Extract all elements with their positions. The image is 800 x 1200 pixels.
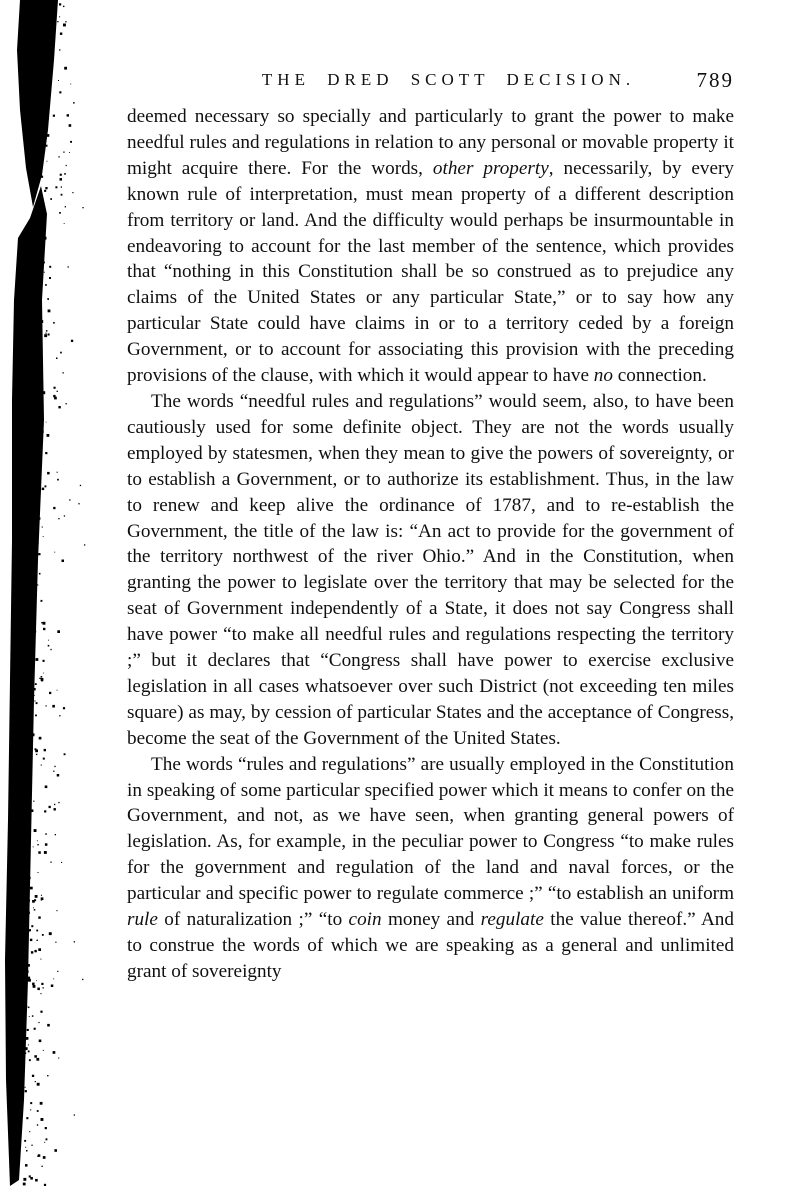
scan-binding-artifact	[0, 0, 110, 1200]
body-text: The words “needful rules and regulations” would seem, also, to have been cautiously used for some definite object. They are not the words usually employed by statesmen, when they mean to give the powers of sovereignty, or to establish a Government, or to authorize its establishment. Thus, in the law to renew and keep alive the ordinance of 1787, and to re-establish the Government, the title of the law is: “An act to provide for the government of the territory northwest of the river Ohio.” And in the Constitution, when granting the power to legislate over the territory that may be selected for the seat of Government independently of a State, it does not say Congress shall have power “to make all needful rules and regulations respecting the territory ;” but it declares that “Congress shall have power to exercise exclusive legislation in all cases whatsoever over such District (not exceeding ten miles square) as may, by cession of particular States and the acceptance of Congress, become the seat of the Government of the United States.	[127, 390, 734, 749]
paragraph	[127, 752, 734, 985]
emphasized-text: regulate	[480, 909, 544, 931]
body-text-block	[127, 104, 734, 985]
paragraph	[127, 104, 734, 389]
body-text: The words “rules and regulations” are usually employed in the Constitution in speaking of some particular specified power which it means to confer on the Government, and not, as we have seen, when granting general powers of legislation. As, for example, in the peculiar power to Congress “to make rules for the government and regulation of the land and naval forces, or the particular and specific power to regulate commerce ;” “to establish an uniform	[127, 753, 734, 905]
binding-shadow-band	[5, 186, 47, 1186]
body-text: deemed necessary so specially and particularly to grant the power to make needful rules and regulations in relation to any personal or movable property it might acquire there. For the words,	[127, 106, 734, 179]
emphasized-text: rule	[127, 909, 158, 931]
emphasized-text: coin	[348, 909, 382, 931]
body-text: money and	[381, 909, 481, 931]
emphasized-text: other property	[432, 157, 549, 179]
emphasized-text: no	[593, 365, 613, 387]
binding-shadow-top	[17, 0, 58, 207]
body-text: , necessarily, by every known rule of interpretation, must mean property of a different description from territory or land. And the difficulty would perhaps be insurmountable in endeavoring to account for the last member of the sentence, which provides that “nothing in this Constitution shall be so construed as to prejudice any claims of the United States or any particular State,” or to say how any particular State could have claims in or to a territory ceded by a foreign Government, or to account for associating this provision with the preceding provisions of the clause, with which it would appear to have	[127, 157, 734, 387]
page-number: 789	[696, 68, 734, 92]
paragraph	[127, 389, 734, 752]
page-title: THE DRED SCOTT DECISION.	[261, 70, 636, 89]
body-text: of naturalization ;” “to	[157, 909, 349, 931]
body-text: the value thereof.” And to construe the words of which we are speaking as a general and unlimited grant of sovereignty	[127, 909, 734, 982]
scan-noise-speckles	[23, 2, 86, 1186]
body-text: connection.	[612, 365, 707, 387]
running-head	[127, 70, 734, 96]
